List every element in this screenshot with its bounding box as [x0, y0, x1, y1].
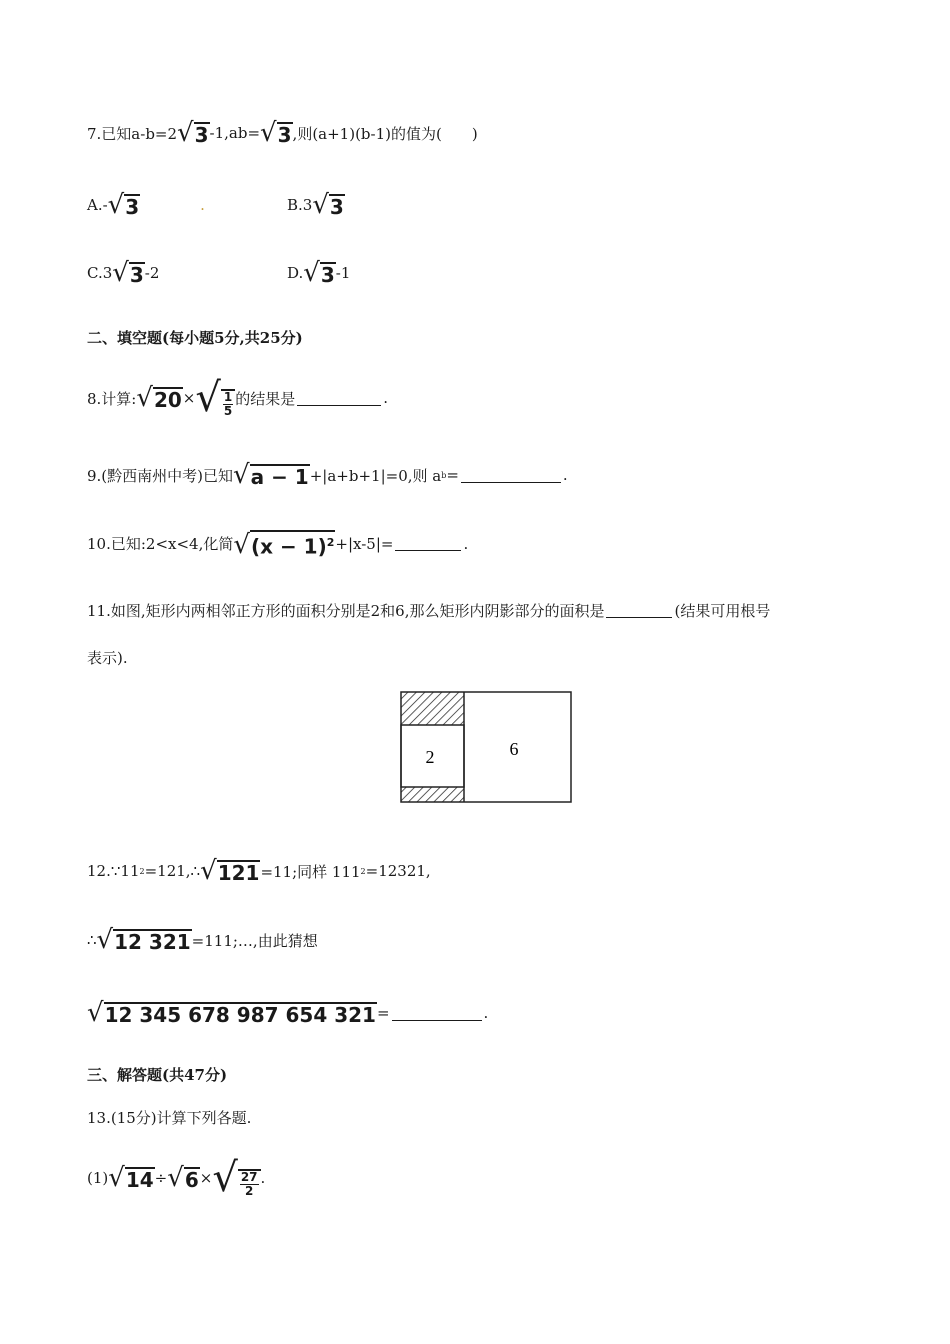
sqrt-expression: √ 6	[167, 1163, 199, 1193]
therefore-symbol: ∴	[87, 931, 97, 949]
sqrt-expression: √ 12 321	[96, 925, 191, 955]
q12-text: 12.∵11	[87, 862, 140, 880]
exponent: 2	[360, 866, 366, 876]
answer-blank[interactable]	[461, 468, 561, 483]
option-label: C.3	[87, 264, 113, 282]
answer-blank[interactable]	[606, 603, 672, 618]
q12-text: =121,∴	[144, 862, 201, 880]
shaded-region-bottom	[401, 787, 464, 802]
question-11-line-2: 表示).	[87, 649, 128, 667]
question-13-part-1	[87, 1155, 266, 1201]
answer-blank[interactable]	[392, 1006, 482, 1021]
sqrt-expression: √ 3	[312, 190, 344, 220]
question-13-title: 13.(15分)计算下列各题.	[87, 1109, 252, 1127]
q7-text-b: -1,ab=	[209, 124, 261, 142]
section-2-heading: 二、填空题(每小题5分,共25分)	[87, 329, 303, 347]
sqrt-fraction: √ $\frac{27}{2}$	[212, 1158, 260, 1198]
period: .	[260, 1169, 266, 1187]
question-12-line-3	[87, 1000, 488, 1026]
sqrt-expression: √ 20	[136, 383, 182, 413]
q7-option-c	[87, 260, 159, 286]
sqrt-expression: √ 3	[303, 258, 335, 288]
large-square-label: 6	[509, 739, 519, 759]
q9-prefix: 9.(黔西南州中考)已知	[87, 466, 234, 485]
q10-prefix: 10.已知:2<x<4,化简	[87, 535, 234, 554]
exponent: 2	[139, 866, 145, 876]
option-tail: -1	[335, 264, 351, 282]
q7-text-c: ,则(a+1)(b-1)的值为( )	[292, 124, 478, 143]
small-square-label: 2	[425, 747, 435, 767]
q7-option-d	[287, 260, 350, 286]
period: .	[562, 466, 568, 484]
rectangle-squares-figure	[400, 691, 572, 803]
answer-blank[interactable]	[297, 391, 381, 406]
question-11-line-1	[87, 600, 770, 621]
period: .	[383, 389, 389, 407]
equals: =	[376, 1004, 390, 1022]
shaded-region-top	[401, 692, 464, 725]
stray-dot: .	[200, 196, 205, 214]
q11-text: 11.如图,矩形内两相邻正方形的面积分别是2和6,那么矩形内阴影部分的面积是	[87, 602, 605, 620]
part-label: (1)	[87, 1169, 109, 1187]
sqrt-expression: √ 3	[112, 258, 144, 288]
sqrt-expression: √ 12 345 678 987 654 321	[87, 998, 376, 1028]
q7-option-a	[87, 192, 205, 218]
option-tail: -2	[144, 264, 160, 282]
q9-mid: +|a+b+1|=0,则 a	[309, 466, 442, 485]
sqrt-expression: √ 3	[177, 118, 209, 148]
q12-text: =12321,	[365, 862, 431, 880]
times-sign: ×	[199, 1169, 213, 1187]
sqrt-expression: √ a − 1	[233, 460, 309, 490]
period: .	[483, 1004, 489, 1022]
sqrt-expression: √ $(x - 1)^2$	[233, 529, 335, 560]
q10-mid: +|x-5|=	[335, 534, 394, 553]
sqrt-expression: √ 14	[108, 1163, 154, 1193]
question-8	[87, 375, 389, 421]
question-12-line-2	[87, 927, 318, 953]
option-label: B.3	[287, 196, 313, 214]
section-3-heading: 三、解答题(共47分)	[87, 1066, 228, 1084]
q11-tail: (结果可用根号	[674, 602, 771, 620]
exponent: b	[441, 470, 447, 480]
period: .	[463, 534, 469, 553]
sqrt-expression: √ 3	[260, 118, 292, 148]
times-sign: ×	[182, 389, 196, 407]
question-10	[87, 530, 468, 558]
divide-sign: ÷	[154, 1169, 168, 1187]
q7-option-b	[287, 192, 345, 218]
question-9	[87, 462, 568, 488]
option-label: D.	[287, 264, 304, 282]
q8-prefix: 8.计算:	[87, 389, 137, 408]
q7-text-a: 7.已知a-b=2	[87, 124, 178, 143]
question-12-line-1	[87, 858, 431, 884]
equals: =	[446, 466, 459, 484]
option-label: A.-	[87, 196, 108, 214]
answer-blank[interactable]	[395, 536, 461, 551]
sqrt-expression: √ 3	[107, 190, 140, 220]
sqrt-fraction: √ $\frac{1}{5}$	[195, 378, 235, 418]
question-7-stem	[87, 120, 478, 146]
q12-text: =111;…,由此猜想	[191, 931, 318, 950]
sqrt-expression: √ 121	[200, 856, 260, 886]
q12-text: =11;同样 111	[260, 862, 361, 881]
q8-suffix: 的结果是	[235, 389, 296, 408]
